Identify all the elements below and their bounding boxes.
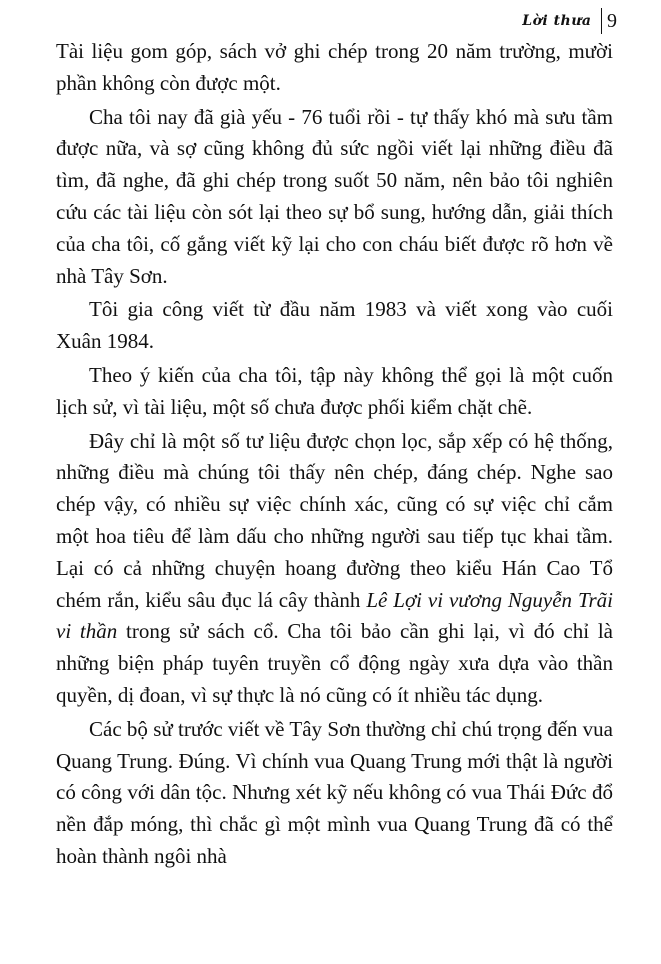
paragraph: Tôi gia công viết từ đầu năm 1983 và viết xong vào cuối Xuân 1984. [56, 297, 613, 354]
text-run: trong sử sách cổ. Cha tôi bảo cần ghi lại, vì đó chỉ là những biện pháp tuyên truyền cổ động ngày xưa dựa vào thần quyền, dị đoan, vì sự thực là nó cũng có ít nhiều tác dụng. [56, 619, 613, 707]
paragraph: Theo ý kiến của cha tôi, tập này không thể gọi là một cuốn lịch sử, vì tài liệu, một số chưa được phối kiểm chặt chẽ. [56, 362, 613, 419]
italic-phrase: Lê Lợi vi vương Nguyễn Trãi vi thần [56, 587, 613, 644]
paragraph [56, 426, 613, 712]
body-text [56, 36, 613, 873]
running-header [522, 6, 617, 36]
paragraph: Các bộ sử trước viết về Tây Sơn thường chỉ chú trọng đến vua Quang Trung. Đúng. Vì chính vua Quang Trung mới thật là người có công với dân tộc. Nhưng xét kỹ nếu không có vua Thái Đức đổ nền đắp móng, thì chắc gì một mình vua Quang Trung đã có thể hoàn thành ngôi nhà [56, 716, 613, 868]
text-run: Đây chỉ là một số tư liệu được chọn lọc, sắp xếp có hệ thống, những điều mà chúng tôi thấy nên chép, đáng chép. Nghe sao chép vậy, có nhiều sự việc chính xác, cũng có sự việc chỉ cắm một hoa tiêu để làm dấu cho những người sau tiếp tục khai tầm. Lại có cả những chuyện hoang đường theo kiểu Hán Cao Tổ chém rắn, kiểu sâu đục lá cây thành [56, 428, 613, 612]
paragraph: Tài liệu gom góp, sách vở ghi chép trong 20 năm trường, mười phần không còn được một. [56, 39, 613, 95]
paragraph: Cha tôi nay đã già yếu - 76 tuổi rồi - tự thấy khó mà sưu tầm được nữa, và sợ cũng không đủ sức ngồi viết lại những điều đã tìm, đã nghe, đã ghi chép trong suốt 50 năm, nên bảo tôi nghiên cứu các tài liệu còn sót lại theo sự bổ sung, hướng dẫn, giải thích của cha tôi, cố gắng viết kỹ lại cho con cháu biết được rõ hơn về nhà Tây Sơn. [56, 104, 613, 288]
page-number: 9 [607, 9, 617, 32]
chapter-title: Lời thưa [522, 13, 592, 29]
